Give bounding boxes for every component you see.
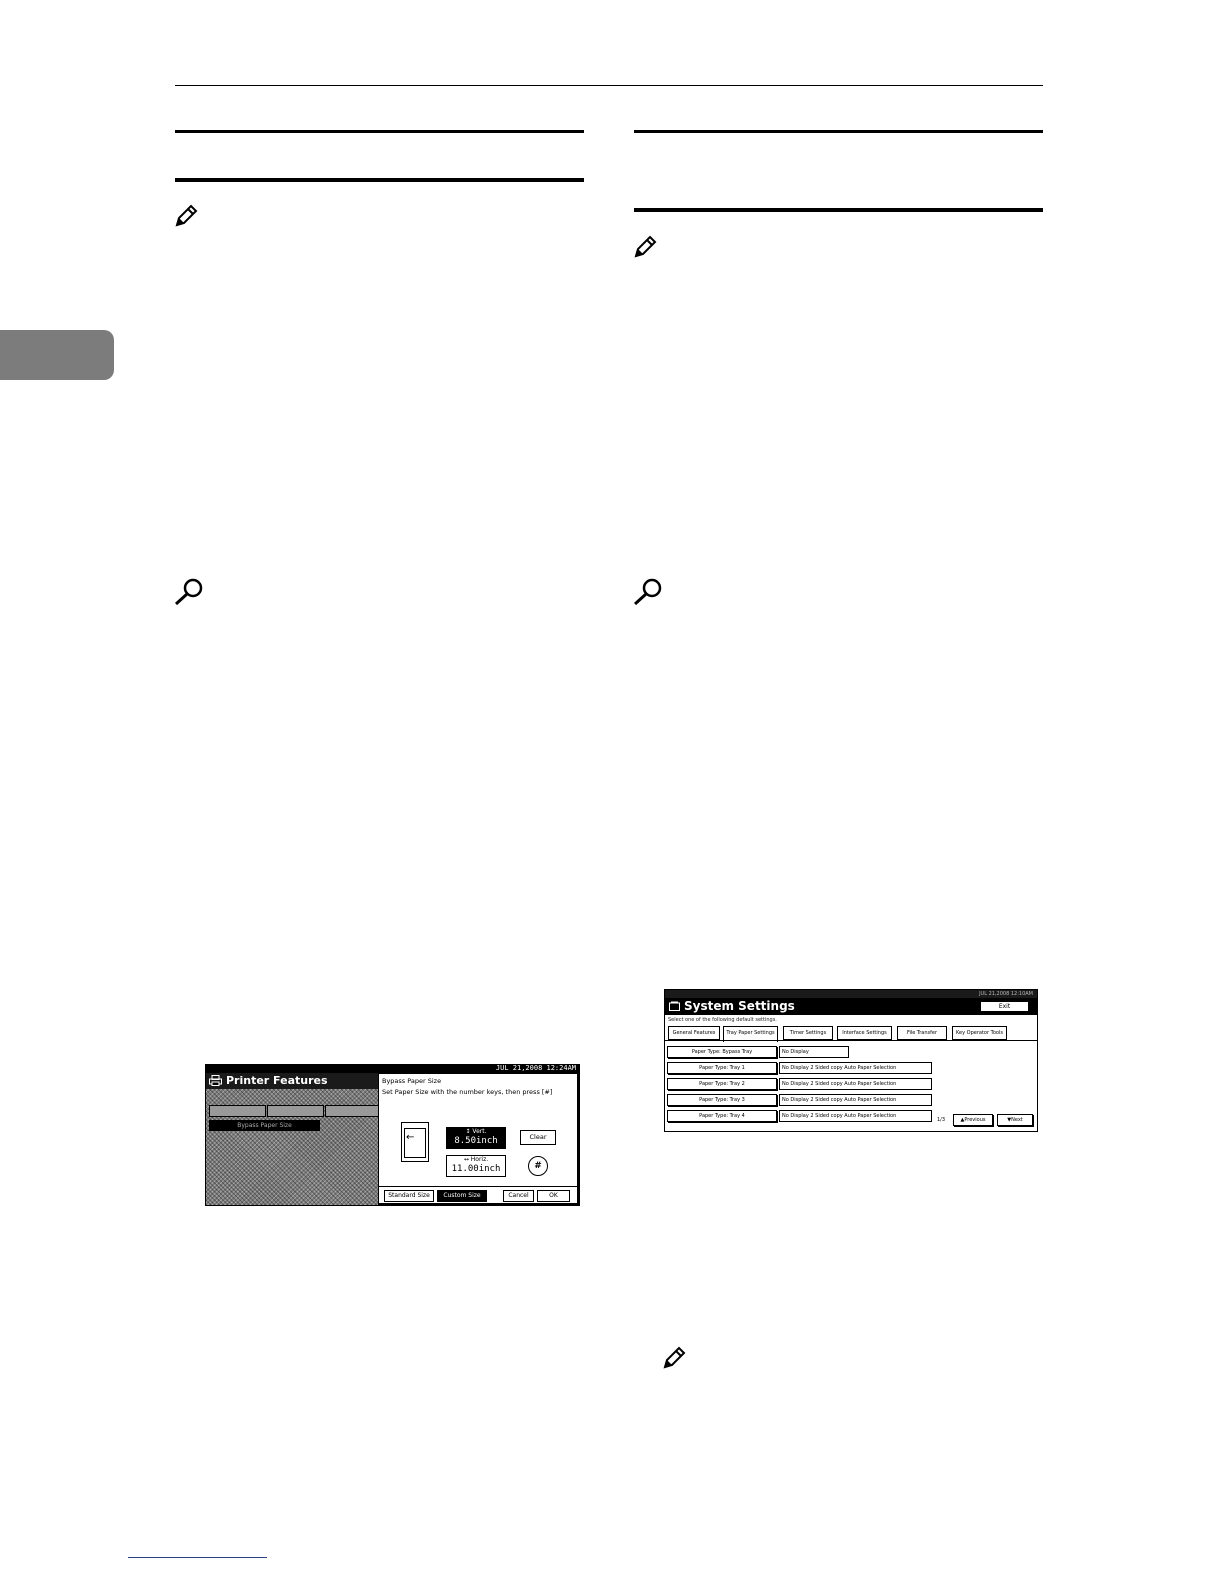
- reference-magnifier-icon: [172, 577, 206, 607]
- tab-divider: [665, 1040, 1037, 1041]
- next-button[interactable]: ▼Next: [997, 1114, 1033, 1126]
- tab-row: [209, 1105, 378, 1115]
- dialog-instruction: Set Paper Size with the number keys, then press [#]: [382, 1088, 553, 1096]
- tab[interactable]: [267, 1105, 324, 1117]
- horizontal-label: ↔ Horiz.: [463, 1156, 489, 1163]
- footer-link-underline[interactable]: [128, 1557, 267, 1558]
- dialog-button-bar: [379, 1186, 577, 1205]
- vertical-size-field[interactable]: [446, 1127, 506, 1149]
- tab-general-features[interactable]: General Features: [668, 1026, 720, 1040]
- screen-title: Printer Features: [226, 1074, 328, 1087]
- left-arrow-icon: ←: [406, 1132, 415, 1143]
- tab-file-transfer[interactable]: File Transfer: [897, 1026, 947, 1040]
- paper-type-tray2-button[interactable]: Paper Type: Tray 2: [667, 1078, 777, 1090]
- tab-interface-settings[interactable]: Interface Settings: [837, 1026, 892, 1040]
- standard-size-button[interactable]: Standard Size: [384, 1190, 434, 1202]
- right-section-bottom-rule: [634, 208, 1043, 212]
- paper-type-tray3-value: No Display 2 Sided copy Auto Paper Selection: [779, 1094, 932, 1106]
- printer-icon: [209, 1075, 222, 1086]
- status-date: JUL 21,2008 12:10AM: [665, 990, 1037, 998]
- paper-type-tray3-button[interactable]: Paper Type: Tray 3: [667, 1094, 777, 1106]
- chapter-tab-marker: [0, 330, 114, 380]
- paper-type-tray4-button[interactable]: Paper Type: Tray 4: [667, 1110, 777, 1122]
- left-section-top-rule: [175, 130, 584, 133]
- tab-timer-settings[interactable]: Timer Settings: [783, 1026, 833, 1040]
- settings-icon: [669, 1001, 680, 1011]
- paper-type-bypass-tray-button[interactable]: Paper Type: Bypass Tray: [667, 1046, 777, 1058]
- printer-features-screen: [205, 1064, 580, 1206]
- note-pencil-icon: [662, 1345, 686, 1371]
- note-pencil-icon: [633, 234, 657, 260]
- paper-type-bypass-tray-value: No Display: [779, 1046, 849, 1058]
- tab[interactable]: [209, 1105, 266, 1117]
- clear-button[interactable]: Clear: [520, 1130, 556, 1145]
- reference-magnifier-icon: [631, 577, 665, 607]
- status-date: JUL 21,2008 12:24AM: [205, 1064, 580, 1073]
- tab[interactable]: [325, 1105, 379, 1117]
- system-settings-screen: [664, 989, 1038, 1132]
- note-pencil-icon: [174, 203, 198, 229]
- paper-type-tray1-button[interactable]: Paper Type: Tray 1: [667, 1062, 777, 1074]
- horizontal-value: 11.00inch: [451, 1164, 501, 1174]
- screen-title: System Settings: [684, 999, 795, 1013]
- custom-size-button[interactable]: Custom Size: [437, 1190, 487, 1202]
- tab-tray-paper-settings[interactable]: Tray Paper Settings: [723, 1026, 778, 1042]
- paper-type-tray4-value: No Display 2 Sided copy Auto Paper Selection: [779, 1110, 932, 1122]
- bypass-paper-size-dialog: [378, 1073, 578, 1204]
- hash-key-icon: #: [528, 1156, 548, 1176]
- selected-menu-item[interactable]: Bypass Paper Size: [209, 1120, 320, 1131]
- vertical-label: ↕ Vert.: [465, 1128, 487, 1135]
- previous-button[interactable]: ▲Previous: [953, 1114, 993, 1126]
- cancel-button[interactable]: Cancel: [503, 1190, 534, 1202]
- screen-subtitle: Select one of the following default settings.: [668, 1017, 777, 1023]
- dialog-title: Bypass Paper Size: [382, 1077, 442, 1085]
- tab-key-operator-tools[interactable]: Key Operator Tools: [952, 1026, 1007, 1040]
- header-rule: [175, 85, 1043, 86]
- horizontal-size-field[interactable]: [446, 1155, 506, 1177]
- printer-features-background: [206, 1073, 378, 1205]
- right-section-top-rule: [634, 130, 1043, 133]
- page-indicator: 1/3: [937, 1117, 946, 1123]
- paper-type-tray1-value: No Display 2 Sided copy Auto Paper Selection: [779, 1062, 932, 1074]
- vertical-value: 8.50inch: [454, 1136, 498, 1146]
- left-section-bottom-rule: [175, 178, 584, 182]
- exit-button[interactable]: Exit: [980, 1001, 1029, 1012]
- paper-type-tray2-value: No Display 2 Sided copy Auto Paper Selection: [779, 1078, 932, 1090]
- ok-button[interactable]: OK: [537, 1190, 570, 1202]
